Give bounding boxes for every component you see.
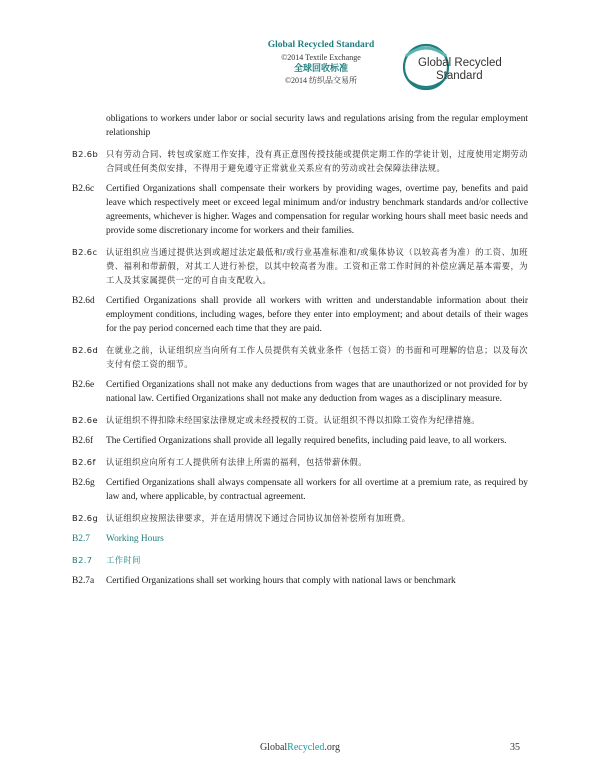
paragraph-text: Certified Organizations shall compensate their workers by providing wages, overtime pay, benefits and paid leave which respectively meet or exceed legal minimum and/or industry benchmark standards and/or collective agreements, whichever is higher. Wages and compensation for regular working hours shall meet basic needs and provide some discretionary income for workers and their families. xyxy=(106,184,528,236)
paragraph-text: Certified Organizations shall set working hours that comply with national laws or benchmark xyxy=(106,576,456,586)
logo-text-line1: Global Recycled xyxy=(418,57,502,69)
paragraph xyxy=(72,294,528,336)
clause-number: B2.6d xyxy=(72,345,99,355)
header-text-block xyxy=(250,40,392,86)
paragraph xyxy=(72,112,528,140)
header-title-cn: 全球回收标准 xyxy=(293,63,348,73)
logo-text-line2: Standard xyxy=(436,70,483,82)
paragraph xyxy=(72,378,528,406)
clause-number: B2.6e xyxy=(72,380,95,390)
page-header xyxy=(0,40,600,110)
header-copyright-cn: ©2014 纺织品交易所 xyxy=(284,75,358,85)
header-copyright: ©2014 Textile Exchange xyxy=(281,52,361,62)
paragraph xyxy=(72,182,528,238)
section-title: Working Hours xyxy=(106,534,164,544)
clause-number: B2.6g xyxy=(72,513,99,523)
footer-url-prefix: Global xyxy=(259,742,288,753)
grs-logo xyxy=(396,38,520,96)
footer-url-suffix: .org xyxy=(324,742,341,753)
section-title: 工作时间 xyxy=(106,555,141,565)
clause-number: B2.6b xyxy=(72,149,99,159)
paragraph xyxy=(72,245,528,287)
paragraph-text: 认证组织不得扣除未经国家法律规定或未经授权的工资。认证组织不得以扣除工资作为纪律措施。 xyxy=(106,415,480,425)
paragraph-text: Certified Organizations shall not make any deductions from wages that are unauthorized or not provided for by national law. Certified Organizations shall not make any deduction from wages as a disciplinary measure. xyxy=(106,380,528,404)
paragraph-text: Certified Organizations shall always compensate all workers for all overtime at a premium rate, as required by law and, where applicable, by contractual agreement. xyxy=(106,478,528,502)
paragraph xyxy=(72,147,528,175)
paragraph xyxy=(72,455,528,469)
clause-number: B2.6d xyxy=(72,296,95,306)
paragraph-text: 只有劳动合同、转包或家庭工作安排，没有真正意图传授技能或提供定期工作的学徒计划，过度使用定期劳动合同或任何类似安排，不得用于避免遵守正常就业关系应有的劳动或社会保障法律法规。 xyxy=(106,149,528,173)
clause-number: B2.6c xyxy=(72,247,98,257)
clause-number: B2.6f xyxy=(72,457,96,467)
paragraph xyxy=(72,434,528,448)
clause-number: B2.6c xyxy=(72,184,95,194)
paragraph xyxy=(72,343,528,371)
section-heading xyxy=(72,553,528,567)
page-body xyxy=(72,112,528,595)
paragraph-text: Certified Organizations shall provide all workers with written and understandable information about their employment conditions, including wages, before they enter into employment; and about details of their wages for the pay period concerned each time that they are paid. xyxy=(106,296,528,334)
header-title: Global Recycled Standard xyxy=(267,40,375,50)
paragraph xyxy=(72,476,528,504)
clause-number: B2.6e xyxy=(72,415,98,425)
paragraph-text: 认证组织应按照法律要求，并在适用情况下通过合同协议加倍补偿所有加班费。 xyxy=(106,513,411,523)
footer-url-accent: Recycled xyxy=(287,742,325,753)
paragraph-text: The Certified Organizations shall provide all legally required benefits, including paid leave, to all workers. xyxy=(106,436,507,446)
section-heading xyxy=(72,532,528,546)
section-number: B2.7 xyxy=(72,555,93,565)
paragraph xyxy=(72,413,528,427)
paragraph-text: 在就业之前，认证组织应当向所有工作人员提供有关就业条件（包括工资）的书面和可理解的信息；以及每次支付有偿工资的细节。 xyxy=(106,345,528,369)
paragraph-text: 认证组织应向所有工人提供所有法律上所需的福利，包括带薪休假。 xyxy=(106,457,367,467)
section-number: B2.7 xyxy=(72,534,90,544)
paragraph-text: obligations to workers under labor or social security laws and regulations arising from the regular employment relationship xyxy=(106,114,528,138)
paragraph xyxy=(72,574,528,588)
page-number: 35 xyxy=(510,742,520,753)
paragraph-text: 认证组织应当通过提供达到或超过法定最低和/或行业基准标准和/或集体协议（以较高者为准）的工资、加班费、福利和带薪假，对其工人进行补偿，以其中较高者为准。工资和正常工作时间的补偿应满足基本需要，为工人及其家属提供一定的可自由支配收入。 xyxy=(106,247,528,285)
clause-number: B2.7a xyxy=(72,576,95,586)
paragraph xyxy=(72,511,528,525)
clause-number: B2.6g xyxy=(72,478,95,488)
clause-number: B2.6f xyxy=(72,436,94,446)
